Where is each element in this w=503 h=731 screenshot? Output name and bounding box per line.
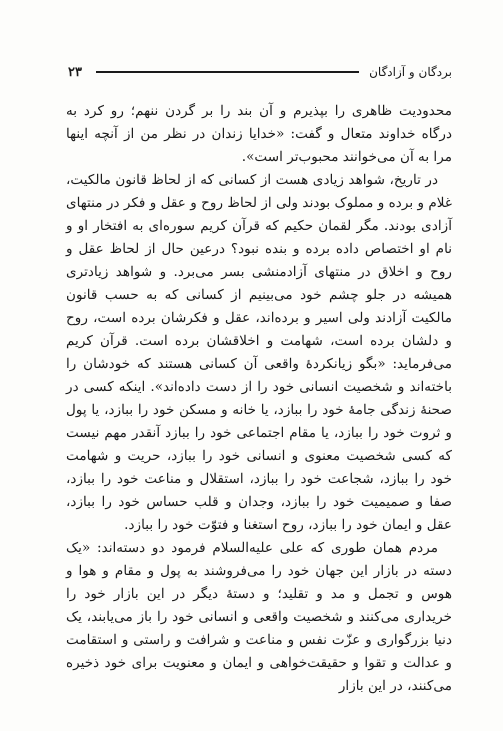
paragraph: در تاریخ، شواهد زیادی هست از کسانی که از لحاظ قانون مالکیت، غلام و برده و مملوک بودند ولی از لحاظ روح و عقل و فکر در منتهای آزادی بودند. مگر لقمان حکیم که قرآن کریم سوره‌ای به افتخار او و نام او اختصاص داده برده و بنده نبود؟ درعین حال از لحاظ عقل و روح و اخلاق در منتهای آزادمنشی بسر می‌برد. و شواهد زیادتری همیشه در جلو چشم خود می‌بینیم از کسانی که به حسب قانون مالکیت آزادند ولی اسیر و برده‌اند، عقل و فکرشان برده است، روح و دلشان برده است، شهامت و اخلاقشان برده است. قرآن کریم می‌فرماید: «بگو زیانکردهٔ واقعی آن کسانی هستند که خودشان را باخته‌اند و شخصیت انسانی خود را از دست داده‌اند». اینکه کسی در صحنهٔ زندگی جامهٔ خود را ببازد، یا خانه و مسکن خود را ببازد، یا پول و ثروت خود را ببازد، یا مقام اجتماعی خود را ببازد آنقدر مهم نیست که کسی شخصیت معنوی و انسانی خود را ببازد، حریت و شهامت خود را ببازد، شجاعت خود را ببازد، استقلال و مناعت خود را ببازد، صفا و صمیمیت خود را ببازد، وجدان و قلب حساس خود را ببازد، عقل و ایمان خود را ببازد، روح استغنا و فتوّت خود را ببازد. — [66, 172, 452, 533]
page-header — [68, 62, 452, 82]
header-rule — [96, 71, 359, 73]
page-number: ۲۳ — [68, 64, 82, 80]
paragraph: محدودیت ظاهری را بپذیرم و آن بند را بر گردن ننهم؛ رو کرد به درگاه خداوند متعال و گفت: «خدایا زندان در نظر من از آنچه اینها مرا به آن می‌خوانند محبوب‌تر است». — [66, 103, 452, 165]
paragraph: مردم همان طوری که علی علیه‌السلام فرمود دو دسته‌اند: «یک دسته در بازار این جهان خود را می‌فروشند به پول و مقام و هوا و هوس و تجمل و مد و تقلید؛ و دستهٔ دیگر در این بازار خود را خریداری می‌کنند و شخصیت واقعی و انسانی خود را باز می‌یابند، یک دنیا بزرگواری و عزّت نفس و مناعت و شرافت و راستی و استقامت و عدالت و تقوا و حقیقت‌خواهی و ایمان و معنویت برای خود ذخیره می‌کنند، در این بازار — [66, 540, 452, 694]
page-body — [66, 100, 452, 698]
running-title: بردگان و آزادگان — [369, 65, 452, 79]
